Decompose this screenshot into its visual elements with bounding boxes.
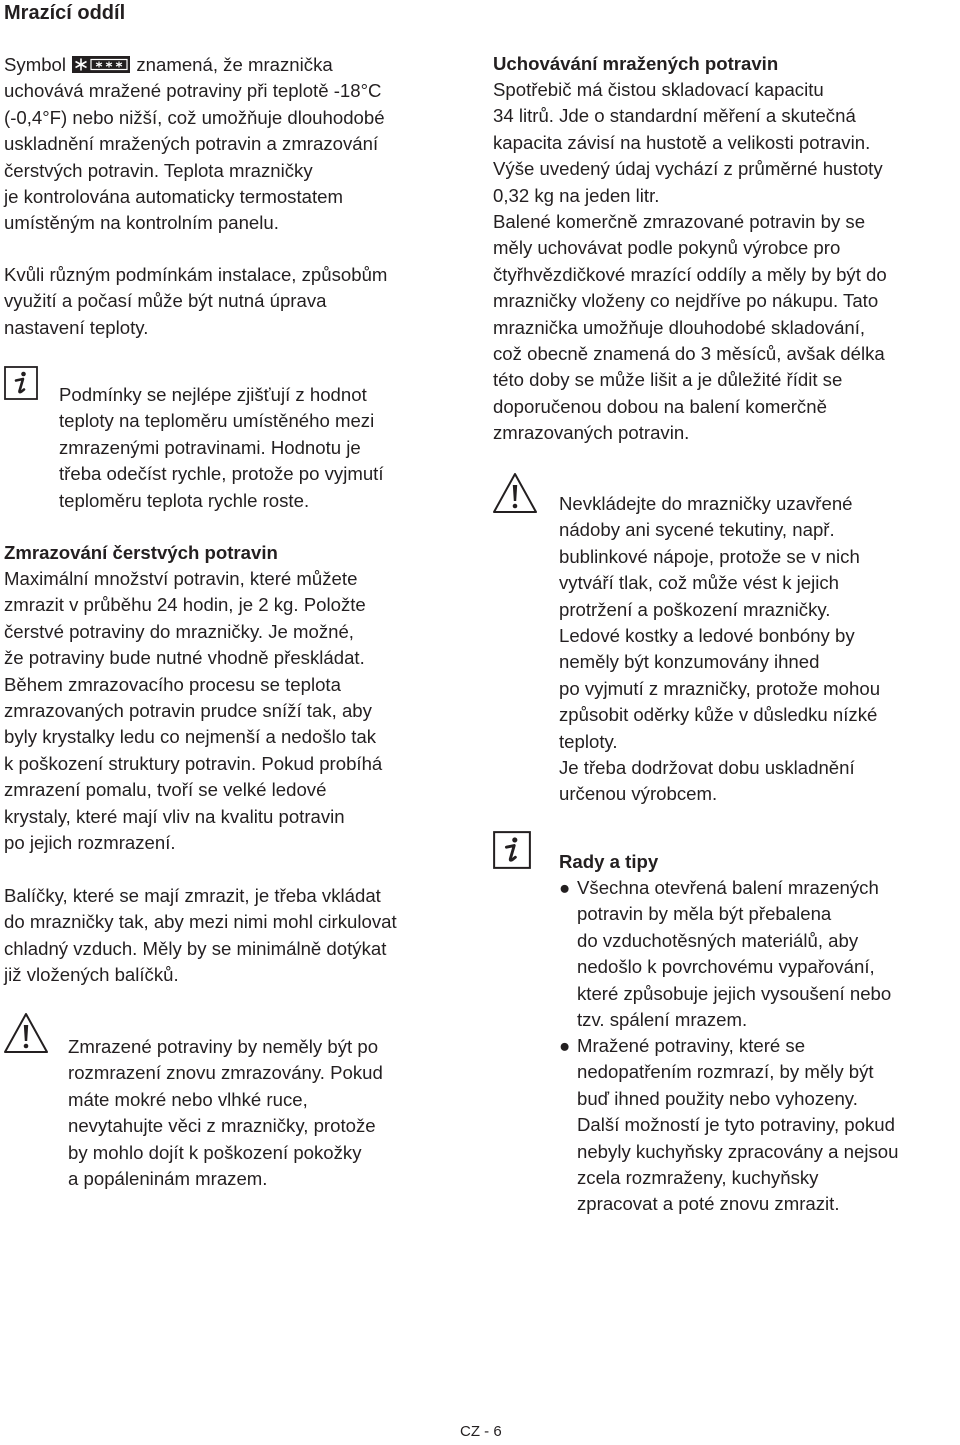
intro-paragraph: Symbol znamená, že mraznička uchovává mražené potraviny při teplotě -18°C (-0,4°F) nebo nižší, což umožňuje dlouhodobé uskladnění mražených potravin a zmrazování čerstvých potravin. Teplota mrazničky je kontrolována automaticky termostatem umístěným na kontrolním panelu.	[4, 54, 385, 234]
info-icon	[4, 366, 38, 407]
info-icon	[493, 831, 531, 876]
section-title: Mrazící oddíl	[4, 2, 126, 24]
page-number: CZ - 6	[460, 1423, 502, 1440]
packages-paragraph: Balíčky, které se mají zmrazit, je třeba vkládat do mrazničky tak, aby mezi nimi mohl cirkulovat chladný vzduch. Měly by se minimálně dotýkat již vložených balíčků.	[4, 885, 397, 986]
four-star-freezer-icon	[72, 56, 130, 73]
warning-refreeze-note: Zmrazené potraviny by neměly být po rozmrazení znovu zmrazovány. Pokud máte mokré nebo vlhké ruce, nevytahujte věci z mrazničky, protože by mohlo dojít k poškození pokožky a popáleninám mrazem.	[68, 1036, 383, 1190]
tip-item-thawed: ● Mražené potraviny, které se nedopatřením rozmrazí, by měly být buď ihned použity nebo vyhozeny. Další možností je tyto potraviny, pokud nebyly kuchyňsky zpracovány a nejsou zcela rozmraženy, kuchyňsky zpracovat a poté znovu zmrazit.	[559, 1035, 899, 1215]
warning-icon	[492, 472, 538, 521]
bullet-icon: ●	[559, 877, 571, 898]
tip-item-repack: ● Všechna otevřená balení mrazených potravin by měla být přebalena do vzduchotěsných materiálů, aby nedošlo k povrchovému vypařování, které způsobuje jejich vysoušení nebo tzv. spálení mrazem.	[559, 877, 892, 1031]
fresh-food-paragraph: Maximální množství potravin, které můžete zmrazit v průběhu 24 hodin, je 2 kg. Položte čerstvé potraviny do mrazničky. Je možné, že potraviny bude nutné vhodně přeskládat. Během zmrazovacího procesu se teplota zmrazovaných potravin prudce sníží tak, aby byly krystalky ledu co nejmenší a nedošlo tak k poškození struktury potravin. Pokud probíhá zmrazení pomalu, tvoří se velké ledové krystaly, které mají vliv na kvalitu potravin po jejich rozmrazení.	[4, 568, 383, 854]
warning-containers-note: Nevkládejte do mrazničky uzavřené nádoby ani sycené tekutiny, např. bublinkové nápoje, protože se v nich vytváří tlak, což může vést k jejich protržení a poškození mrazničky. Ledové kostky a ledové bonbóny by neměly být konzumovány ihned po vyjmutí z mrazničky, protože mohou způsobit oděrky kůže v důsledku nízké teploty. Je třeba dodržovat dobu uskladnění určenou výrobcem.	[559, 493, 881, 805]
bullet-icon: ●	[559, 1035, 571, 1056]
adjustment-paragraph: Kvůli různým podmínkám instalace, způsobům využití a počasí může být nutná úprava nastavení teploty.	[4, 264, 388, 338]
info-note-thermometer: Podmínky se nejlépe zjišťují z hodnot teploty na teploměru umístěného mezi zmrazenými potravinami. Hodnotu je třeba odečíst rychle, protože po vyjmutí teploměru teplota rychle roste.	[59, 384, 384, 511]
tips-heading: Rady a tipy	[559, 851, 659, 872]
storage-heading: Uchovávání mražených potravin	[493, 53, 779, 74]
storage-paragraph: Spotřebič má čistou skladovací kapacitu 34 litrů. Jde o standardní měření a skutečná kapacita závisí na hustotě a velikosti potravin. Výše uvedený údaj vychází z průměrné hustoty 0,32 kg na jeden litr. Balené komerčně zmrazované potravin by se měly uchovávat podle pokynů výrobce pro čtyřhvězdičkové mrazící oddíly a měly by být do mrazničky vloženy co nejdříve po nákupu. Tato mraznička umožňuje dlouhodobé skladování, což obecně znamená do 3 měsíců, avšak délka této doby se může lišit a je důležité řídit se doporučenou dobou na balení komerčně zmrazovaných potravin.	[493, 79, 887, 444]
warning-icon	[3, 1012, 49, 1061]
fresh-food-heading: Zmrazování čerstvých potravin	[4, 542, 278, 563]
symbol-prefix: Symbol	[4, 54, 67, 75]
